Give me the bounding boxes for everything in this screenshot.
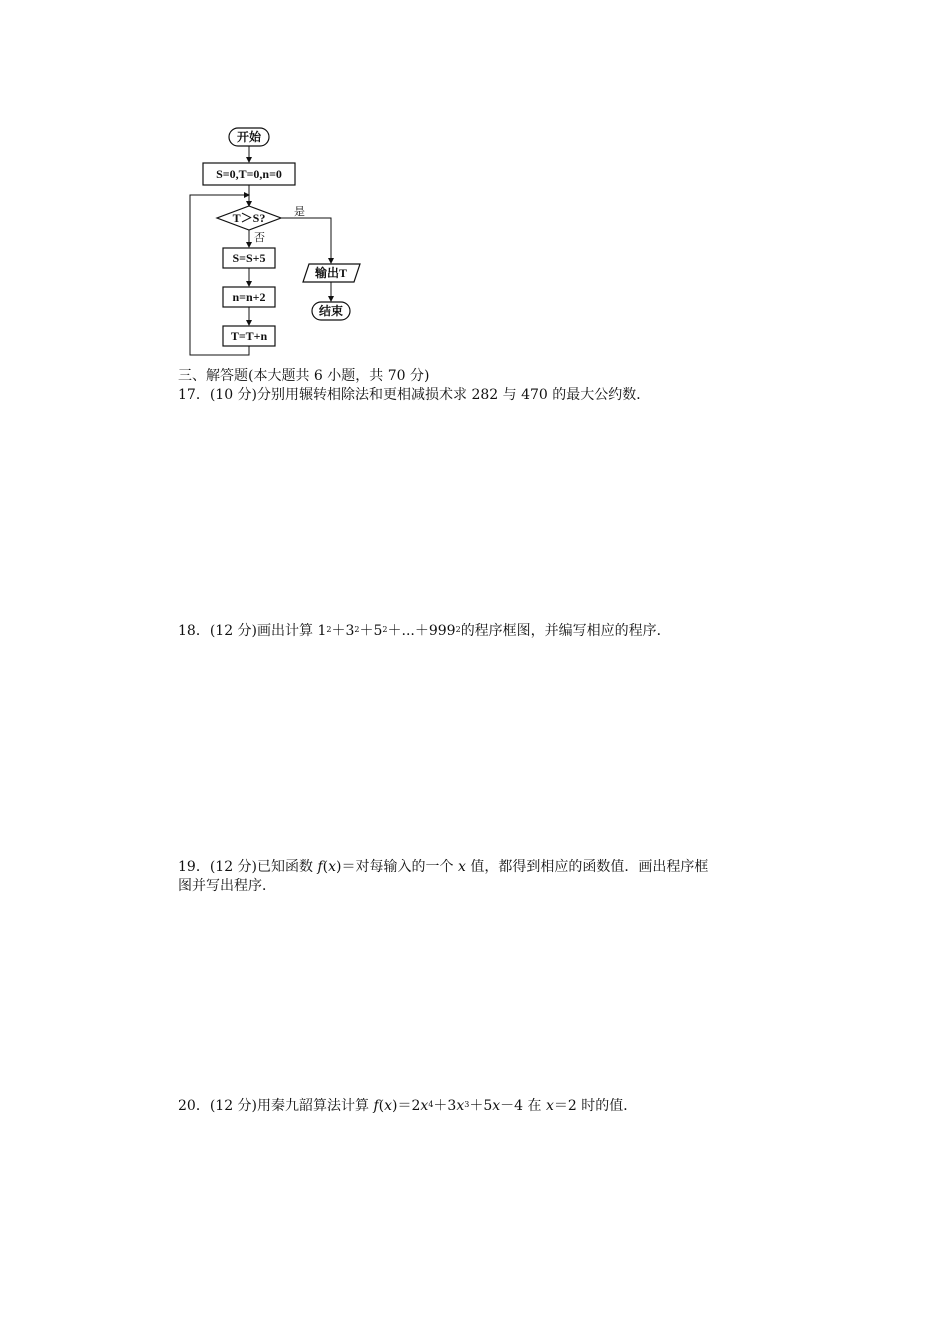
start-label: 开始 [236,130,262,144]
no-label: 否 [254,231,265,244]
question-text-after: 的程序框图，并编写相应的程序． [460,623,671,639]
question-text-a: 用秦九韶算法计算 [257,1098,374,1114]
output-label: 输出T [314,266,348,280]
question-number: 18． [178,623,210,639]
question-points: (12 分) [209,859,258,875]
step3-label: T=T+n [230,329,268,343]
question-number: 20． [178,1098,210,1114]
question-20: 20．(12 分)用秦九韶算法计算 $f(x)=2x^4+3x^3+5x-4$ 在 x＝2 时的值． [178,1098,638,1114]
question-text-c: 值，都得到相应的函数值．画出程序框 [465,859,709,875]
step1-label: S=S+5 [232,251,266,265]
end-label: 结束 [318,304,344,318]
question-points: (12 分) [209,1098,258,1114]
question-text-b: 在 [523,1098,546,1114]
question-points: (12 分) [209,623,258,639]
question-points: (10 分) [209,387,258,403]
flowchart-diagram [170,120,390,360]
condition-label: T＞S? [232,211,266,225]
step2-label: n=n+2 [232,290,266,304]
yes-label: 是 [294,205,305,218]
question-text-a: 已知函数 [257,859,318,875]
init-label: S=0,T=0,n=0 [216,167,282,181]
question-text-d: 图并写出程序． [178,878,276,894]
section-heading: 三、解答题(本大题共 6 小题，共 70 分) [178,368,430,384]
question-18: 18．(12 分)画出计算 $1^2+3^2+5^2+...+999^2$的程序框图，并编写相应的程序． [178,623,671,639]
question-19: 19．(12 分)已知函数 f(x)＝对每输入的一个 x 值，都得到相应的函数值．画出程序框 图并写出程序． [178,859,709,894]
question-text-b: ＝对每输入的一个 [341,859,458,875]
question-text-c: ＝2 时的值． [553,1098,638,1114]
question-text-before: 画出计算 1 [257,623,327,639]
question-text: 分别用辗转相除法和更相减损术求 282 与 470 的最大公约数． [257,387,651,403]
question-number: 19． [178,859,210,875]
question-17 [178,386,818,405]
question-number: 17． [178,387,210,403]
